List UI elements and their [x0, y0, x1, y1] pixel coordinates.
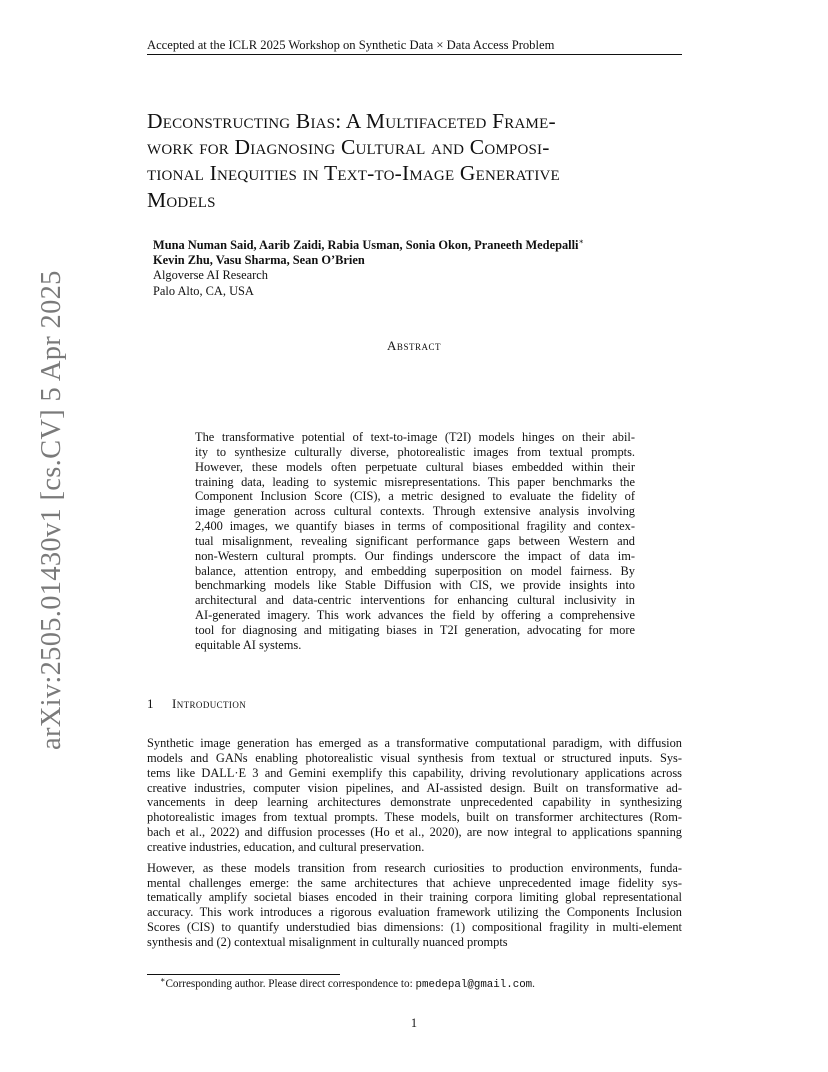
footnote-rule: [147, 974, 340, 975]
abstract-line: 2,400 images, we quantify biases in terms of compositional fragility and contex-: [195, 519, 635, 534]
text-line: mental challenges emerge: the same architectures that achieve unprecedented image fidelity sys-: [147, 875, 682, 890]
title-line: Models: [147, 187, 216, 212]
text-line: bach et al., 2022) and diffusion processes (Ho et al., 2020), are now integral to applications spanning: [147, 825, 682, 840]
abstract-heading: Abstract: [387, 338, 441, 353]
text-line: creative industries, computer vision pipelines, and AI-assisted design. Built on transformative ad-: [147, 780, 682, 795]
text-line: models and GANs enabling photorealistic visual synthesis from textual or structured inputs. Sys-: [147, 750, 682, 765]
title-line: tional Inequities in Text-to-Image Generative: [147, 161, 560, 186]
title-line: work for Diagnosing Cultural and Composi-: [147, 135, 550, 160]
text-line: Scores (CIS) to quantify understudied bias dimensions: (1) compositional fragility in multi-element: [147, 920, 682, 935]
abstract-line: non-Western cultural prompts. Our findings underscore the impact of data im-: [195, 548, 635, 563]
page-number: 1: [410, 1016, 418, 1030]
abstract-line: tool for diagnosing and mitigating biases in T2I generation, advocating for more: [195, 622, 635, 637]
text-line: vancements in deep learning architectures demonstrate unprecedented capability in synthesizing: [147, 795, 682, 810]
section-title: Introduction: [172, 696, 247, 711]
abstract-line: The transformative potential of text-to-image (T2I) models hinges on their abil-: [195, 430, 635, 444]
abstract-line: equitable AI systems.: [195, 637, 302, 652]
section-number: 1: [147, 696, 154, 711]
email-link[interactable]: pmedepal@gmail.com: [415, 979, 533, 991]
author-block: [153, 238, 673, 299]
abstract-body: [195, 430, 635, 653]
author-names-line: Kevin Zhu, Vasu Sharma, Sean O’Brien: [153, 253, 365, 268]
footnote-text: Corresponding author. Please direct correspondence to:: [165, 978, 416, 990]
abstract-line: benchmarking models like Stable Diffusion with CIS, we provide insights into: [195, 578, 635, 593]
paragraph: [147, 736, 682, 855]
text-line: Synthetic image generation has emerged as a transformative computational paradigm, with diffusion: [147, 736, 682, 750]
paper-title: [147, 108, 687, 213]
abstract-line: Component Inclusion Score (CIS), a metric designed to evaluate the fidelity of: [195, 489, 635, 504]
location: Palo Alto, CA, USA: [153, 283, 254, 298]
text-line: photorealistic images from textual prompts. These models, built on transformer architectures (Rom-: [147, 810, 682, 825]
footnote: [160, 977, 680, 992]
paragraph: [147, 861, 682, 950]
footnote-marker: ∗: [160, 975, 166, 985]
title-line: Deconstructing Bias: A Multifaceted Frame-: [147, 109, 556, 133]
abstract-line: tual misalignment, revealing significant performance gaps between Western and: [195, 533, 635, 548]
text-line: accuracy. This work introduces a rigorous evaluation framework utilizing the Components Inclusion: [147, 905, 682, 920]
abstract-line: However, these models often perpetuate cultural biases embedded within their: [195, 459, 635, 474]
author-names-line: [153, 238, 673, 253]
footnote-marker[interactable]: ∗: [578, 236, 584, 246]
affiliation: Algoverse AI Research: [153, 268, 268, 283]
introduction-body: [147, 736, 682, 956]
text-line: tematically amplify societal biases encoded in their training corpora limiting global representational: [147, 890, 682, 905]
abstract-line: ity to synthesize culturally diverse, photorealistic images from textual prompts.: [195, 444, 635, 459]
arxiv-identifier-stamp: arXiv:2505.01430v1 [cs.CV] 5 Apr 2025: [36, 270, 67, 750]
abstract-line: balance, attention entropy, and embedding superposition on model fairness. By: [195, 563, 635, 578]
text-line: However, as these models transition from research curiosities to production environments, funda-: [147, 860, 682, 875]
abstract-line: AI-generated imagery. This work advances the field by offering a comprehensive: [195, 608, 635, 623]
header-rule: [147, 54, 682, 55]
abstract-line: architectural and data-centric interventions for enhancing cultural inclusivity in: [195, 593, 635, 608]
text-line: synthesis and (2) contextual misalignment in culturally nuanced prompts: [147, 934, 508, 949]
text-line: tems like DALL·E 3 and Gemini exemplify this capability, driving revolutionary applications across: [147, 765, 682, 780]
running-header: Accepted at the ICLR 2025 Workshop on Synthetic Data × Data Access Problem: [147, 38, 555, 52]
text-line: creative industries, education, and cultural preservation.: [147, 839, 425, 854]
section-heading-introduction: [147, 696, 547, 712]
abstract-line: image generation across cultural contexts. Through extensive analysis involving: [195, 504, 635, 519]
footnote-end: .: [532, 978, 535, 990]
abstract-line: training data, leading to systemic misrepresentations. This paper benchmarks the: [195, 474, 635, 489]
author-names: Muna Numan Said, Aarib Zaidi, Rabia Usman, Sonia Okon, Praneeth Medepalli: [153, 238, 579, 252]
